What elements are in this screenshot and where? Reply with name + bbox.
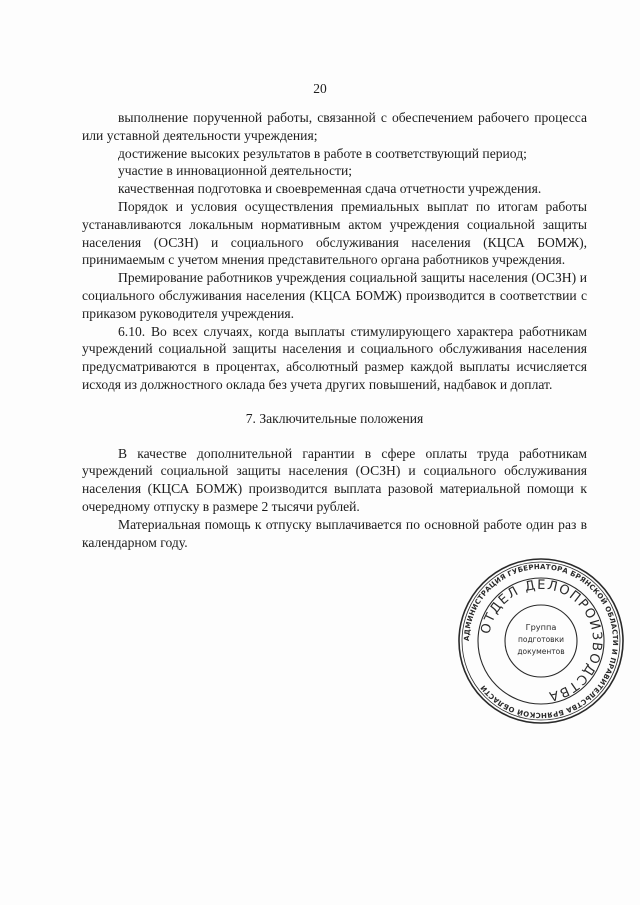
list-item: качественная подготовка и своевременная сдача отчетности учреждения. bbox=[118, 181, 542, 197]
stamp-outer-text: АДМИНИСТРАЦИЯ ГУБЕРНАТОРА БРЯНСКОЙ ОБЛАСТИ И ПРАВИТЕЛЬСТВА БРЯНСКОЙ ОБЛАСТИ bbox=[462, 562, 620, 720]
official-stamp bbox=[456, 556, 626, 726]
section-heading: 7. Заключительные положения bbox=[245, 410, 424, 426]
paragraph: Премирование работников учреждения социальной защиты населения (ОСЗН) и социального обслуживания населения (КЦСА БОМЖ) производится в соответствии с приказом руководителя учреждения. bbox=[82, 270, 587, 321]
stamp-inner-text: ОТДЕЛ ДЕЛОПРОИЗВОДСТВА bbox=[478, 577, 605, 704]
paragraph: 6.10. Во всех случаях, когда выплаты стимулирующего характера работникам учреждений социальной защиты населения и социального обслуживания населения предусматриваются в процентах, абсолютный размер каждой выплаты исчисляется исходя из должностного оклада без учета других повышений, надбавок и доплат. bbox=[82, 323, 587, 392]
paragraph: Порядок и условия осуществления премиальных выплат по итогам работы устанавливаются локальным нормативным актом учреждения социальной защиты населения (ОСЗН) и социального обслуживания населения (КЦСА БОМЖ), принимаемым с учетом мнения представительного органа работников учреждения. bbox=[82, 198, 587, 268]
paragraph: В качестве дополнительной гарантии в сфере оплаты труда работникам учреждений социальной защиты населения (ОСЗН) и социального обслуживания населения (КЦСА БОМЖ) производится выплата разовой материальной помощи к очередному отпуску в размере 2 тысячи рублей. bbox=[82, 445, 587, 514]
paragraph: Материальная помощь к отпуску выплачивается по основной работе один раз в календарном году. bbox=[82, 516, 587, 550]
document-body bbox=[82, 109, 587, 551]
stamp-center-line: подготовки bbox=[518, 635, 564, 644]
list-item: достижение высоких результатов в работе в соответствующий период; bbox=[118, 145, 527, 161]
list-item: участие в инновационной деятельности; bbox=[118, 163, 353, 179]
page-number: 20 bbox=[313, 81, 327, 96]
stamp-center-line: документов bbox=[517, 647, 565, 656]
stamp-center-line: Группа bbox=[525, 622, 557, 632]
list-item: выполнение порученной работы, связанной с обеспечением рабочего процесса или уставной деятельности учреждения; bbox=[82, 110, 587, 143]
